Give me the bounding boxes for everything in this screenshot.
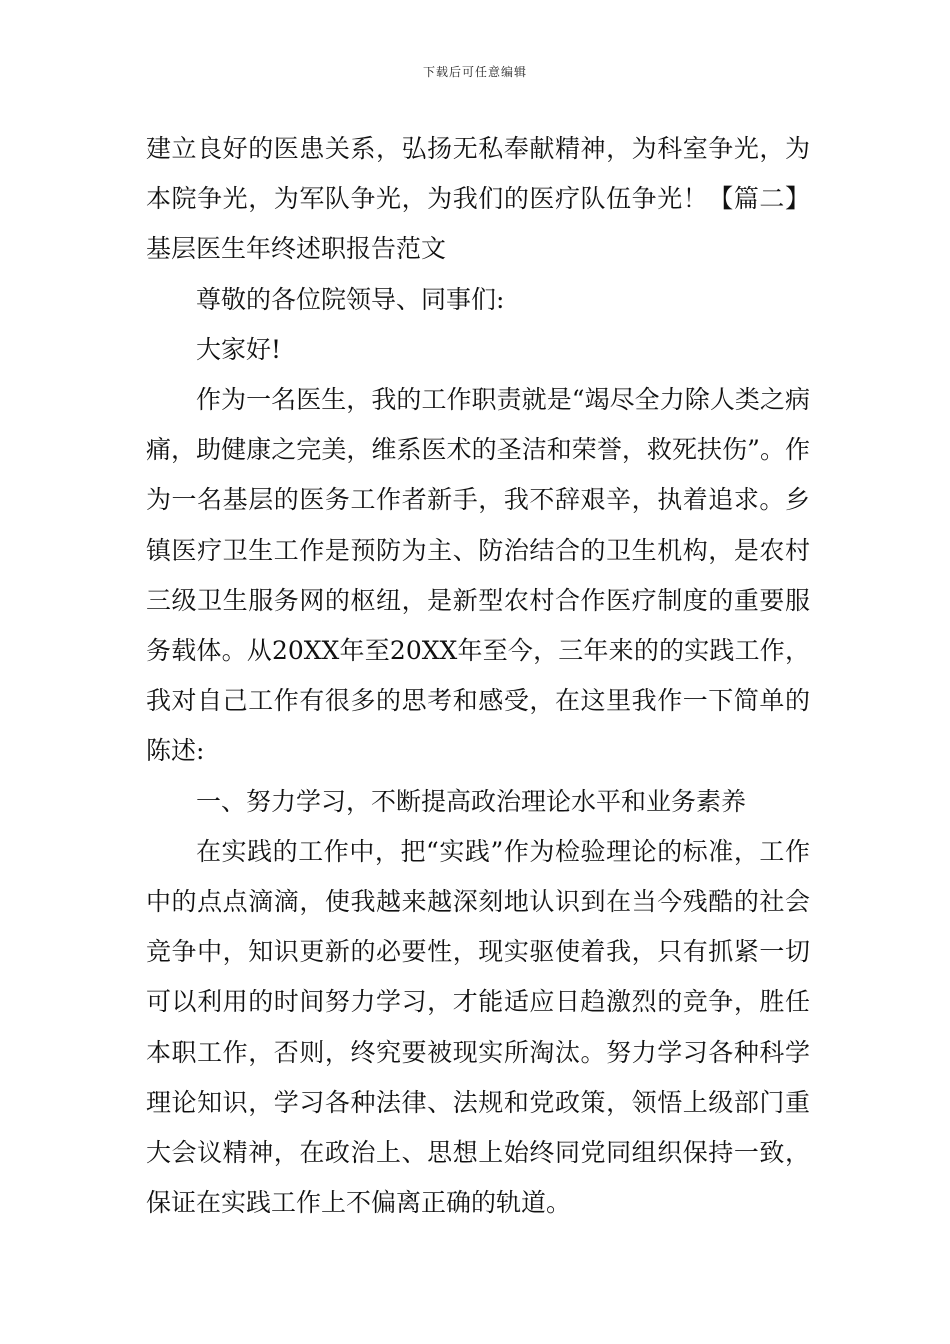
paragraph-closing: 建立良好的医患关系，弘扬无私奉献精神，为科室争光，为本院争光，为军队争光，为我们的医疗队伍争光！【篇二】基层医生年终述职报告范文	[146, 134, 810, 264]
document-body	[146, 124, 810, 1228]
paragraph-section-1-body: 在实践的工作中，把“实践”作为检验理论的标准，工作中的点点滴滴，使我越来越深刻地认识到在当今残酷的社会竞争中，知识更新的必要性，现实驱使着我，只有抓紧一切可以利用的时间努力学习，才能适应日趋激烈的竞争，胜任本职工作，否则，终究要被现实所淘汰。努力学习各种科学理论知识，学习各种法律、法规和党政策，领悟上级部门重大会议精神，在政治上、思想上始终同党同组织保持一致，保证在实践工作上不偏离正确的轨道。	[146, 836, 810, 1218]
paragraph-greeting: 大家好!	[196, 334, 282, 364]
paragraph-salutation: 尊敬的各位院领导、同事们:	[196, 284, 505, 314]
page-header: 下载后可任意编辑	[422, 65, 527, 79]
section-heading-1: 一、努力学习，不断提高政治理论水平和业务素养	[196, 786, 747, 816]
paragraph-introduction: 作为一名医生，我的工作职责就是“竭尽全力除人类之病痛，助健康之完美，维系医术的圣洁和荣誉，救死扶伤”。作为一名基层的医务工作者新手，我不辞艰辛，执着追求。乡镇医疗卫生工作是预防为主、防治结合的卫生机构，是农村三级卫生服务网的枢纽，是新型农村合作医疗制度的重要服务载体。从20XX年至20XX年至今，三年来的的实践工作，我对自己工作有很多的思考和感受，在这里我作一下简单的陈述:	[146, 385, 810, 766]
